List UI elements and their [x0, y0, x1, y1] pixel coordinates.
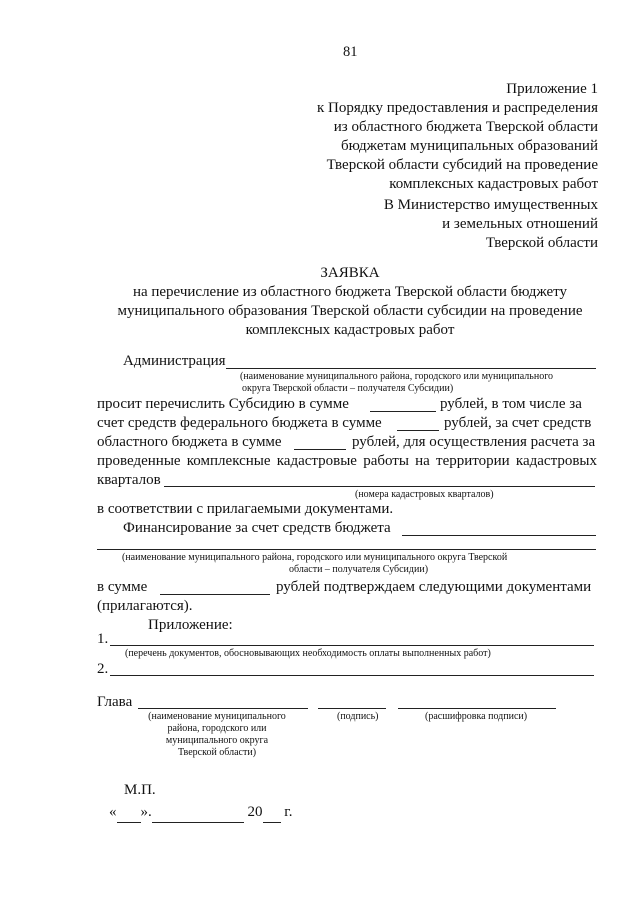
head-name-hint	[132, 711, 302, 759]
year-prefix: 20	[247, 804, 263, 820]
administration-hint: (наименование муниципального района, городского или муниципального	[240, 371, 554, 382]
federal-sum-field[interactable]	[397, 430, 439, 431]
financing-field-continued[interactable]	[97, 549, 596, 550]
head-name-field[interactable]	[138, 708, 308, 709]
year-suffix: г.	[284, 804, 293, 820]
date-day-field[interactable]	[117, 803, 141, 823]
paragraph-text: рублей, за счет средств	[444, 415, 592, 431]
signature-field[interactable]	[318, 708, 386, 709]
date-open-quote: «	[109, 804, 117, 820]
attachment-item-2-number: 2.	[97, 661, 109, 677]
signature-decode-field[interactable]	[398, 708, 556, 709]
attachment-hint: (перечень документов, обосновывающих необходимость оплаты выполненных работ)	[125, 648, 491, 659]
appendix-line: Приложение 1	[506, 81, 598, 97]
document-subtitle	[0, 283, 640, 340]
administration-field[interactable]	[226, 368, 596, 369]
addressee-block	[384, 196, 598, 253]
signature-hint: (подпись)	[337, 711, 379, 722]
appendix-line: Тверской области субсидий на проведение	[326, 157, 598, 173]
documents-line: в соответствии с прилагаемыми документами.	[97, 501, 394, 517]
administration-label: Администрация	[123, 353, 226, 369]
document-title: ЗАЯВКА	[320, 265, 380, 281]
financing-hint: (наименование муниципального района, городского или муниципального округа Тверской	[122, 552, 508, 563]
attachment-item-1-field[interactable]	[110, 645, 594, 646]
appendix-line: к Порядку предоставления и распределения	[317, 100, 598, 116]
subsidy-sum-field[interactable]	[370, 411, 436, 412]
attachment-item-1-number: 1.	[97, 631, 109, 647]
financing-field[interactable]	[402, 535, 596, 536]
head-label: Глава	[97, 694, 133, 710]
head-name-hint-line: Тверской области)	[177, 747, 257, 758]
date-month-field[interactable]	[152, 803, 244, 823]
date-year-field[interactable]	[263, 803, 281, 823]
signature-decode-hint: (расшифровка подписи)	[425, 711, 528, 722]
paragraph-text: рублей, для осуществления расчета за	[352, 434, 596, 450]
sum-text: (прилагаются).	[97, 598, 193, 614]
cadastral-quarters-field[interactable]	[164, 486, 595, 487]
subtitle-line: на перечисление из областного бюджета Тверской области бюджету	[132, 284, 568, 300]
confirmed-sum-field[interactable]	[160, 594, 270, 595]
addressee-line: В Министерство имущественных	[383, 197, 598, 213]
subtitle-line: муниципального образования Тверской области субсидии на проведение	[117, 303, 583, 319]
attachment-item-2-field[interactable]	[110, 675, 594, 676]
date-line	[109, 803, 292, 823]
financing-label: Финансирование за счет средств бюджета	[123, 520, 391, 536]
administration-hint: округа Тверской области – получателя Субсидии)	[242, 383, 454, 394]
head-name-hint-line: района, городского или	[167, 723, 267, 734]
paragraph-text: проведенные комплексные кадастровые работы на территории кадастровых	[97, 453, 597, 469]
paragraph-text: областного бюджета в сумме	[97, 434, 282, 450]
regional-sum-field[interactable]	[294, 449, 346, 450]
appendix-line: комплексных кадастровых работ	[389, 176, 598, 192]
head-name-hint-line: (наименование муниципального	[148, 711, 286, 722]
paragraph-text: кварталов	[97, 472, 161, 488]
appendix-block	[317, 80, 598, 194]
quarters-hint: (номера кадастровых кварталов)	[355, 489, 494, 500]
appendix-line: из областного бюджета Тверской области	[333, 119, 598, 135]
page-number: 81	[343, 44, 358, 60]
attachment-label: Приложение:	[148, 617, 233, 633]
date-close-quote: ».	[140, 804, 152, 820]
subtitle-line: комплексных кадастровых работ	[245, 322, 455, 338]
sum-label: в сумме	[97, 579, 148, 595]
paragraph-text: счет средств федерального бюджета в сумме	[97, 415, 382, 431]
addressee-line: Тверской области	[485, 235, 598, 251]
stamp-label: М.П.	[124, 782, 156, 798]
head-name-hint-line: муниципального округа	[165, 735, 269, 746]
financing-hint: области – получателя Субсидии)	[289, 564, 429, 575]
paragraph-text: рублей, в том числе за	[440, 396, 582, 412]
paragraph-text: просит перечислить Субсидию в сумме	[97, 396, 349, 412]
appendix-line: бюджетам муниципальных образований	[340, 138, 598, 154]
sum-text: рублей подтверждаем следующими документами	[276, 579, 592, 595]
addressee-line: и земельных отношений	[442, 216, 598, 232]
